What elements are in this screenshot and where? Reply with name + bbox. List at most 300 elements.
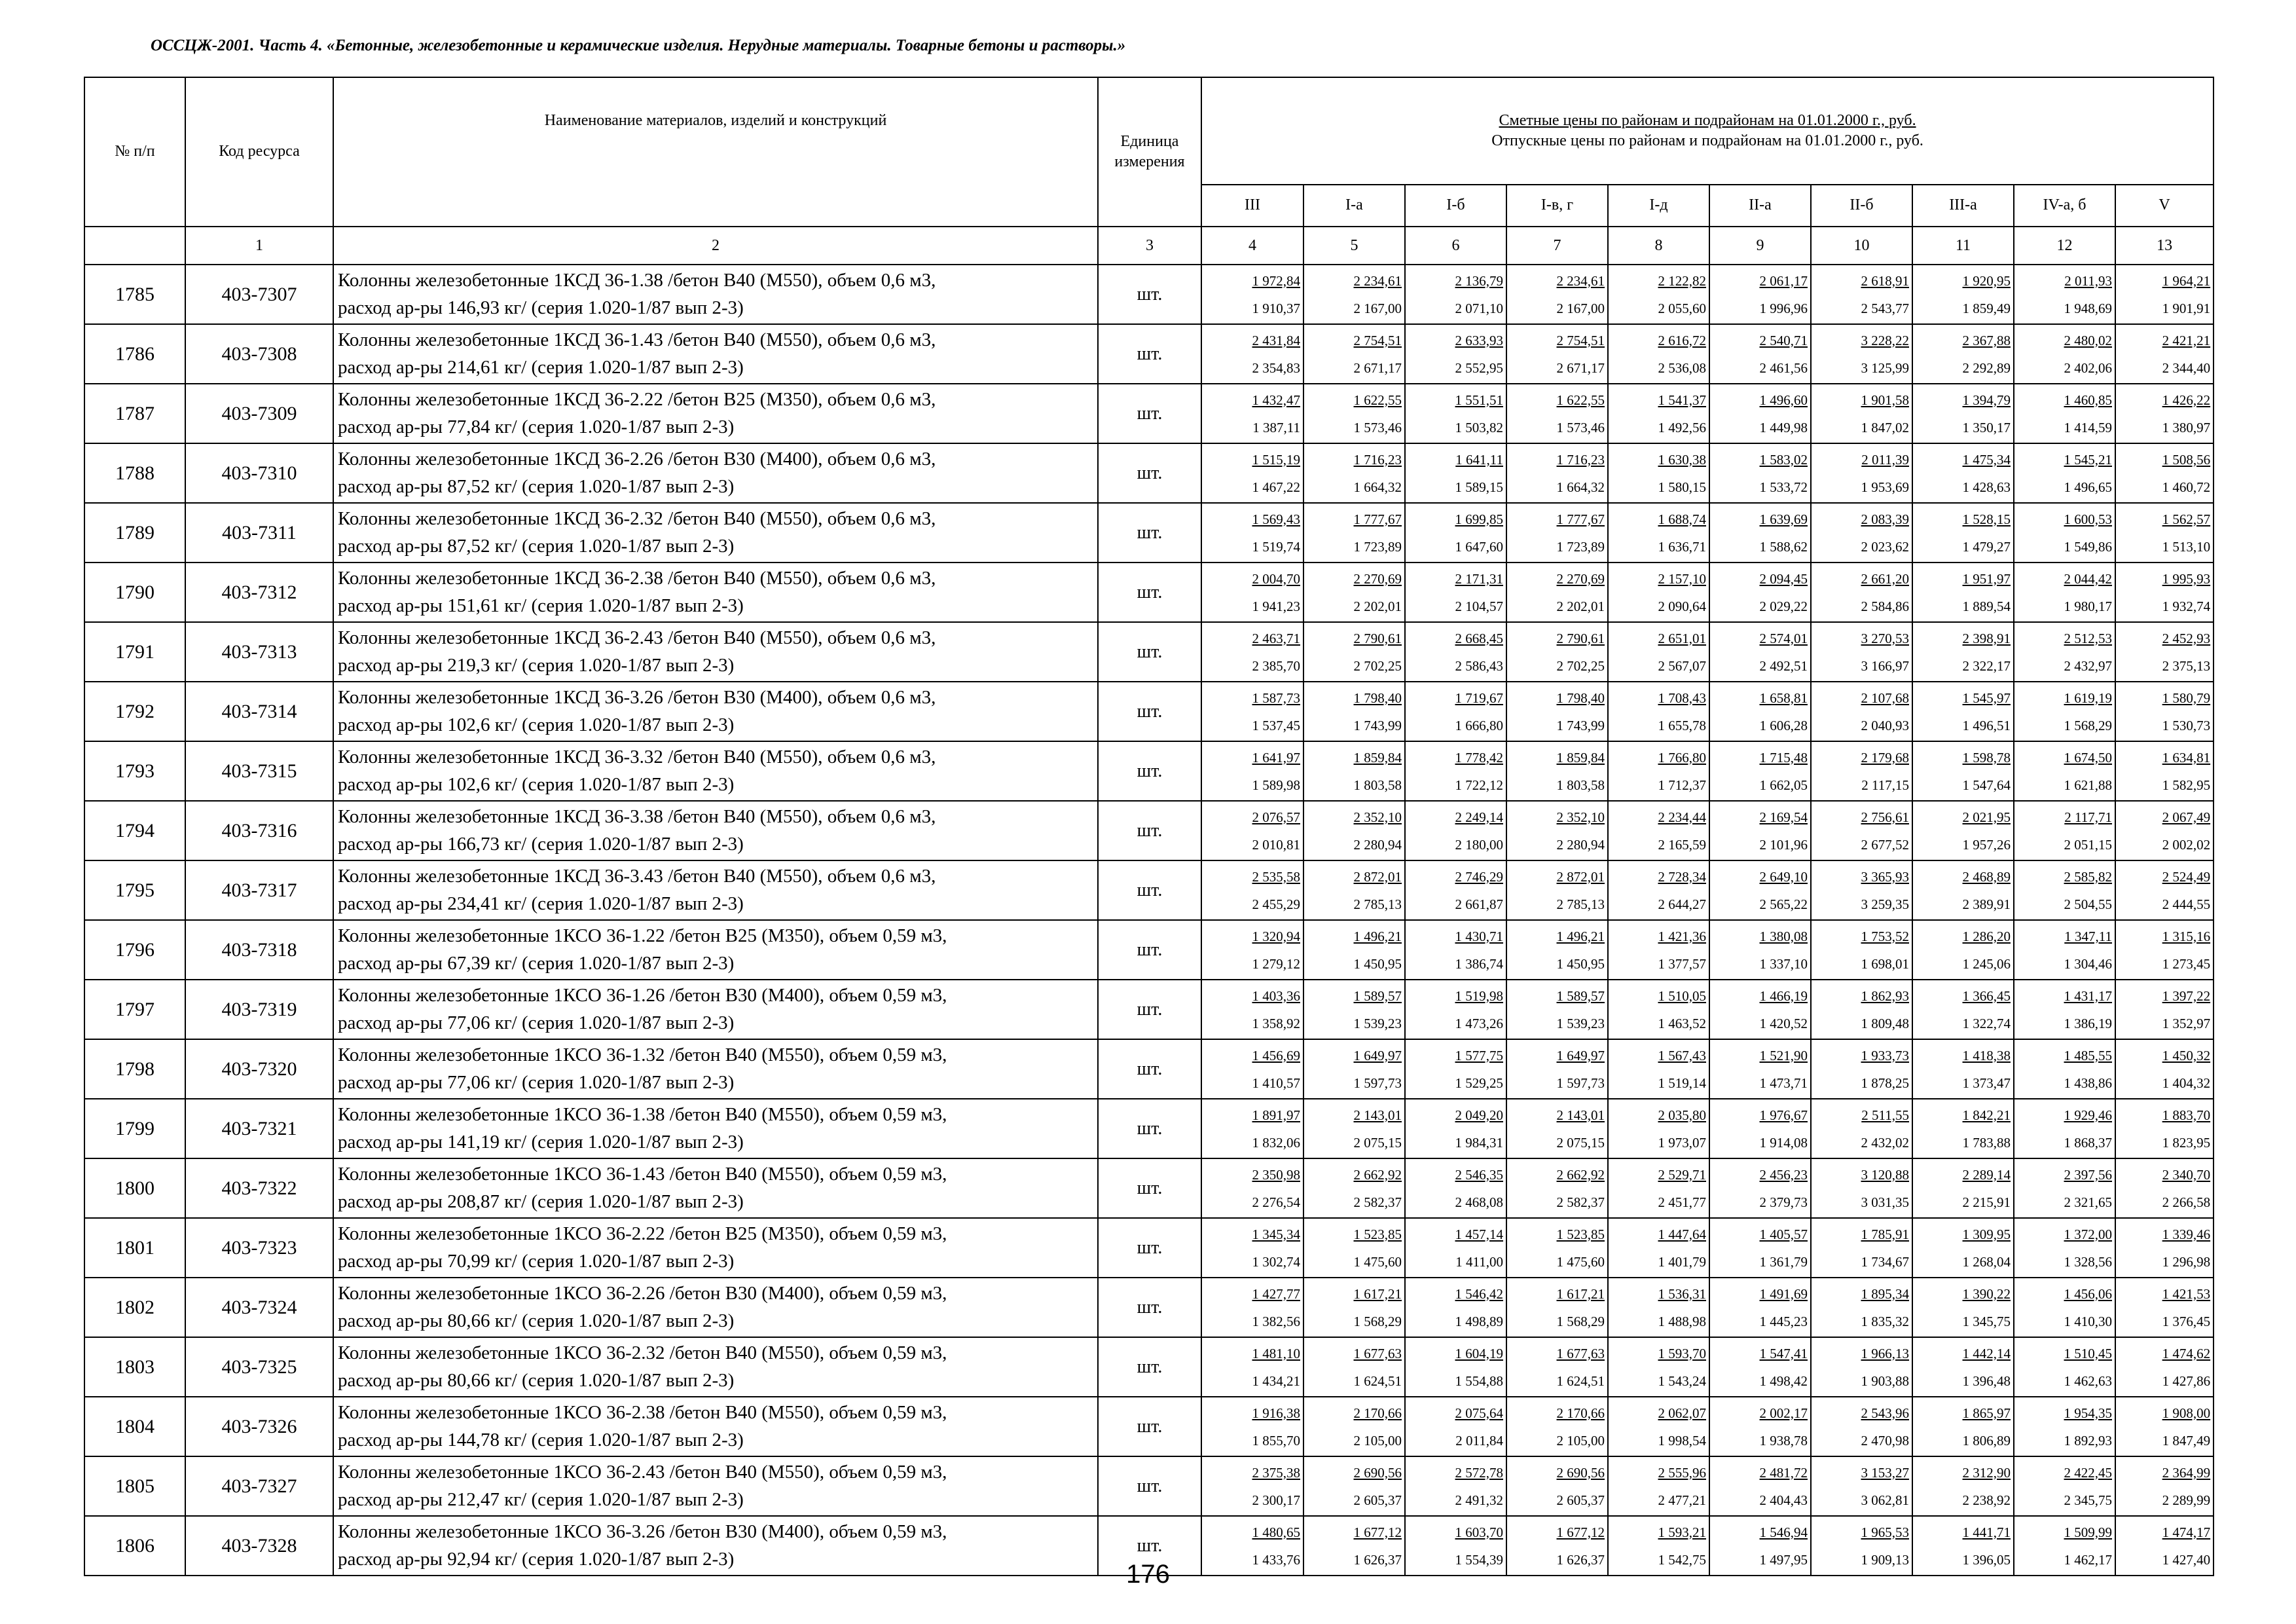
col-header-unit: Единица измерения [1098, 77, 1201, 227]
estimate-price: 1 777,67 [1556, 511, 1605, 527]
release-price: 1 411,00 [1455, 1253, 1503, 1270]
resource-code: 403-7322 [185, 1158, 333, 1218]
price-cell [1201, 443, 1303, 503]
resource-code: 403-7317 [185, 860, 333, 920]
release-price: 1 554,39 [1455, 1551, 1503, 1568]
price-cell [1608, 265, 1709, 324]
estimate-price: 2 746,29 [1455, 868, 1503, 885]
release-price: 3 166,97 [1861, 657, 1909, 674]
item-name-line2: расход ар-ры 87,52 кг/ (серия 1.020-1/87 вып 2-3) [338, 475, 735, 497]
estimate-price: 2 421,21 [2162, 332, 2211, 348]
estimate-price: 1 995,93 [2162, 570, 2211, 587]
estimate-price: 2 790,61 [1556, 630, 1605, 646]
price-cell [2014, 1039, 2115, 1099]
region-header: III [1201, 185, 1303, 227]
price-cell [1405, 384, 1506, 443]
estimate-price: 1 545,21 [2064, 451, 2112, 468]
table-row [84, 980, 2214, 1039]
price-cell [1811, 324, 1912, 384]
price-cell [2014, 980, 2115, 1039]
price-cell [1608, 1278, 1709, 1337]
estimate-price: 1 580,79 [2162, 690, 2211, 706]
price-cell [1608, 920, 1709, 980]
release-price: 2 491,32 [1455, 1492, 1503, 1508]
price-cell [1201, 860, 1303, 920]
column-number: 7 [1506, 227, 1608, 265]
item-name-line2: расход ар-ры 102,6 кг/ (серия 1.020-1/87 вып 2-3) [338, 714, 735, 735]
table-row [84, 1337, 2214, 1397]
price-cell [1912, 503, 2014, 563]
estimate-price: 1 600,53 [2064, 511, 2112, 527]
price-cell [1912, 1278, 2014, 1337]
unit: шт. [1098, 1456, 1201, 1516]
estimate-price: 2 270,69 [1556, 570, 1605, 587]
row-number: 1787 [84, 384, 185, 443]
estimate-price: 1 320,94 [1252, 928, 1300, 944]
row-number: 1792 [84, 682, 185, 741]
row-number: 1798 [84, 1039, 185, 1099]
estimate-price: 1 583,02 [1759, 451, 1808, 468]
price-cell [1608, 801, 1709, 860]
unit: шт. [1098, 1218, 1201, 1278]
release-price: 1 539,23 [1353, 1015, 1402, 1031]
item-name-line2: расход ар-ры 67,39 кг/ (серия 1.020-1/87 вып 2-3) [338, 952, 735, 974]
estimate-price: 1 421,36 [1658, 928, 1706, 944]
item-name-line2: расход ар-ры 234,41 кг/ (серия 1.020-1/87 вып 2-3) [338, 893, 744, 914]
release-price: 1 823,95 [2162, 1134, 2211, 1151]
release-price: 2 023,62 [1861, 538, 1909, 555]
item-name-line2: расход ар-ры 212,47 кг/ (серия 1.020-1/87 вып 2-3) [338, 1488, 744, 1510]
estimate-price: 1 418,38 [1962, 1047, 2011, 1063]
release-price: 2 322,17 [1962, 657, 2011, 674]
unit: шт. [1098, 741, 1201, 801]
release-price: 1 589,15 [1455, 479, 1503, 495]
item-name [333, 980, 1098, 1039]
price-cell [2115, 1397, 2214, 1456]
estimate-price: 2 075,64 [1455, 1405, 1503, 1421]
estimate-price: 2 662,92 [1353, 1166, 1402, 1183]
price-cell [1506, 1278, 1608, 1337]
estimate-price: 1 421,53 [2162, 1285, 2211, 1302]
release-price: 3 259,35 [1861, 896, 1909, 912]
release-price: 1 445,23 [1759, 1313, 1808, 1329]
column-number: 11 [1912, 227, 2014, 265]
estimate-price: 1 390,22 [1962, 1285, 2011, 1302]
estimate-price: 2 011,93 [2064, 272, 2112, 289]
estimate-price: 1 677,12 [1353, 1524, 1402, 1540]
estimate-price: 2 249,14 [1455, 809, 1503, 825]
price-cell [1811, 1456, 1912, 1516]
release-price: 1 806,89 [1962, 1432, 2011, 1449]
estimate-price: 1 496,21 [1353, 928, 1402, 944]
table-row [84, 1397, 2214, 1456]
item-name-line1: Колонны железобетонные 1КСО 36-1.38 /бетон В40 (М550), объем 0,59 м3, [338, 1104, 947, 1126]
estimate-price: 2 756,61 [1861, 809, 1909, 825]
price-cell [1912, 563, 2014, 622]
estimate-price: 1 895,34 [1861, 1285, 1909, 1302]
price-cell [1506, 384, 1608, 443]
price-cell [1303, 741, 1405, 801]
release-price: 2 105,00 [1353, 1432, 1402, 1449]
estimate-price: 2 397,56 [2064, 1166, 2112, 1183]
estimate-price: 1 778,42 [1455, 749, 1503, 766]
price-cell [2115, 1278, 2214, 1337]
release-price: 1 998,54 [1658, 1432, 1706, 1449]
release-price: 1 626,37 [1353, 1551, 1402, 1568]
estimate-price: 1 347,11 [2064, 928, 2112, 944]
resource-code: 403-7318 [185, 920, 333, 980]
item-name [333, 920, 1098, 980]
table-row [84, 1278, 2214, 1337]
release-price: 2 661,87 [1455, 896, 1503, 912]
estimate-price: 2 728,34 [1658, 868, 1706, 885]
item-name-line1: Колонны железобетонные 1КСО 36-3.26 /бетон В30 (М400), объем 0,59 м3, [338, 1521, 947, 1543]
item-name-line1: Колонны железобетонные 1КСД 36-1.38 /бетон В40 (М550), объем 0,6 м3, [338, 270, 936, 291]
price-cell [1709, 1337, 1811, 1397]
estimate-price: 2 633,93 [1455, 332, 1503, 348]
estimate-price: 1 589,57 [1556, 987, 1605, 1004]
estimate-price: 2 107,68 [1861, 690, 1909, 706]
estimate-price: 1 372,00 [2064, 1226, 2112, 1242]
price-cell [1201, 622, 1303, 682]
release-price: 2 702,25 [1556, 657, 1605, 674]
price-cell [1303, 682, 1405, 741]
release-price: 2 702,25 [1353, 657, 1402, 674]
table-row [84, 801, 2214, 860]
release-price: 2 385,70 [1252, 657, 1300, 674]
price-cell [1912, 741, 2014, 801]
price-cell [1303, 622, 1405, 682]
price-cell [1506, 1158, 1608, 1218]
estimate-price: 1 521,90 [1759, 1047, 1808, 1063]
item-name-line1: Колонны железобетонные 1КСД 36-3.32 /бетон В40 (М550), объем 0,6 м3, [338, 747, 936, 768]
estimate-price: 1 541,37 [1658, 392, 1706, 408]
release-price: 1 554,88 [1455, 1373, 1503, 1389]
price-cell [1201, 801, 1303, 860]
item-name-line1: Колонны железобетонные 1КСД 36-3.38 /бетон В40 (М550), объем 0,6 м3, [338, 806, 936, 828]
price-cell [1912, 920, 2014, 980]
estimate-price: 1 431,17 [2064, 987, 2112, 1004]
price-cell [1405, 1278, 1506, 1337]
price-cell [1811, 622, 1912, 682]
resource-code: 403-7325 [185, 1337, 333, 1397]
price-cell [1608, 1218, 1709, 1278]
price-cell [1709, 324, 1811, 384]
release-price: 2 785,13 [1353, 896, 1402, 912]
price-cell [2014, 443, 2115, 503]
release-price: 1 358,92 [1252, 1015, 1300, 1031]
estimate-price: 2 543,96 [1861, 1405, 1909, 1421]
estimate-price: 2 004,70 [1252, 570, 1300, 587]
estimate-price: 2 456,23 [1759, 1166, 1808, 1183]
region-header: III-а [1912, 185, 2014, 227]
unit: шт. [1098, 324, 1201, 384]
release-price: 1 662,05 [1759, 777, 1808, 793]
estimate-price: 2 754,51 [1556, 332, 1605, 348]
resource-code: 403-7321 [185, 1099, 333, 1158]
price-cell [2115, 1039, 2214, 1099]
price-cell [1506, 622, 1608, 682]
release-price: 1 296,98 [2162, 1253, 2211, 1270]
estimate-price: 1 474,17 [2162, 1524, 2211, 1540]
estimate-price: 2 572,78 [1455, 1464, 1503, 1481]
price-cell [1608, 682, 1709, 741]
unit: шт. [1098, 1516, 1201, 1576]
release-price: 1 624,51 [1556, 1373, 1605, 1389]
price-cell [1506, 324, 1608, 384]
unit: шт. [1098, 980, 1201, 1039]
estimate-price: 1 715,48 [1759, 749, 1808, 766]
release-price: 2 075,15 [1556, 1134, 1605, 1151]
unit: шт. [1098, 1397, 1201, 1456]
estimate-price: 2 035,80 [1658, 1107, 1706, 1123]
price-cell [2115, 324, 2214, 384]
item-name-line2: расход ар-ры 141,19 кг/ (серия 1.020-1/87 вып 2-3) [338, 1131, 744, 1153]
price-cell [1912, 1397, 2014, 1456]
item-name [333, 1039, 1098, 1099]
estimate-price: 1 972,84 [1252, 272, 1300, 289]
release-price: 1 698,01 [1861, 955, 1909, 972]
item-name-line2: расход ар-ры 87,52 кг/ (серия 1.020-1/87 вып 2-3) [338, 535, 735, 557]
item-name-line2: расход ар-ры 219,3 кг/ (серия 1.020-1/87 вып 2-3) [338, 654, 735, 676]
estimate-price: 2 585,82 [2064, 868, 2112, 885]
release-price: 1 803,58 [1556, 777, 1605, 793]
release-price: 2 180,00 [1455, 836, 1503, 853]
release-price: 1 473,71 [1759, 1075, 1808, 1091]
price-cell [1303, 384, 1405, 443]
release-price: 1 712,37 [1658, 777, 1706, 793]
release-price: 1 666,80 [1455, 717, 1503, 733]
price-cell [1912, 1218, 2014, 1278]
estimate-price: 1 688,74 [1658, 511, 1706, 527]
estimate-price: 1 658,81 [1759, 690, 1808, 706]
row-number: 1786 [84, 324, 185, 384]
column-number: 4 [1201, 227, 1303, 265]
item-name [333, 443, 1098, 503]
estimate-price: 1 649,97 [1556, 1047, 1605, 1063]
item-name-line2: расход ар-ры 146,93 кг/ (серия 1.020-1/87 вып 2-3) [338, 297, 744, 318]
price-cell [1201, 741, 1303, 801]
release-price: 1 973,07 [1658, 1134, 1706, 1151]
table-row [84, 860, 2214, 920]
estimate-price: 3 228,22 [1861, 332, 1909, 348]
release-price: 1 859,49 [1962, 300, 2011, 316]
estimate-price: 2 143,01 [1556, 1107, 1605, 1123]
release-price: 1 473,26 [1455, 1015, 1503, 1031]
estimate-price: 1 862,93 [1861, 987, 1909, 1004]
estimate-price: 2 136,79 [1455, 272, 1503, 289]
item-name-line1: Колонны железобетонные 1КСО 36-2.32 /бетон В40 (М550), объем 0,59 м3, [338, 1342, 947, 1364]
release-price: 1 302,74 [1252, 1253, 1300, 1270]
price-cell [1201, 384, 1303, 443]
price-cell [1709, 1218, 1811, 1278]
release-price: 2 586,43 [1455, 657, 1503, 674]
price-cell [2115, 920, 2214, 980]
release-price: 2 117,15 [1861, 777, 1909, 793]
estimate-price: 2 511,55 [1861, 1107, 1909, 1123]
price-cell [2115, 622, 2214, 682]
price-cell [2115, 265, 2214, 324]
resource-code: 403-7327 [185, 1456, 333, 1516]
release-price: 1 909,13 [1861, 1551, 1909, 1568]
resource-code: 403-7312 [185, 563, 333, 622]
price-cell [1201, 265, 1303, 324]
price-cell [1303, 1099, 1405, 1158]
estimate-price: 1 708,43 [1658, 690, 1706, 706]
column-number: 10 [1811, 227, 1912, 265]
release-price: 2 584,86 [1861, 598, 1909, 614]
release-price: 1 498,89 [1455, 1313, 1503, 1329]
estimate-price: 2 618,91 [1861, 272, 1909, 289]
estimate-price: 2 083,39 [1861, 511, 1909, 527]
release-price: 2 002,02 [2162, 836, 2211, 853]
release-price: 1 948,69 [2064, 300, 2112, 316]
release-price: 1 279,12 [1252, 955, 1300, 972]
item-name-line2: расход ар-ры 77,06 кг/ (серия 1.020-1/87 вып 2-3) [338, 1012, 735, 1033]
price-cell [1405, 324, 1506, 384]
unit: шт. [1098, 860, 1201, 920]
estimate-price: 1 547,41 [1759, 1345, 1808, 1361]
estimate-price: 2 143,01 [1353, 1107, 1402, 1123]
estimate-price: 1 394,79 [1962, 392, 2011, 408]
unit: шт. [1098, 1278, 1201, 1337]
estimate-price: 1 403,36 [1252, 987, 1300, 1004]
release-price: 1 847,49 [2162, 1432, 2211, 1449]
release-price: 2 671,17 [1353, 360, 1402, 376]
item-name-line1: Колонны железобетонные 1КСД 36-2.38 /бетон В40 (М550), объем 0,6 м3, [338, 568, 936, 589]
release-price: 1 803,58 [1353, 777, 1402, 793]
release-price: 1 496,51 [1962, 717, 2011, 733]
release-price: 2 536,08 [1658, 360, 1706, 376]
estimate-price: 2 468,89 [1962, 868, 2011, 885]
release-price: 2 404,43 [1759, 1492, 1808, 1508]
price-cell [1608, 563, 1709, 622]
release-price: 1 386,19 [2064, 1015, 2112, 1031]
estimate-price: 1 753,52 [1861, 928, 1909, 944]
item-name [333, 563, 1098, 622]
unit: шт. [1098, 1039, 1201, 1099]
resource-code: 403-7320 [185, 1039, 333, 1099]
release-price: 1 373,47 [1962, 1075, 2011, 1091]
price-cell [2014, 384, 2115, 443]
price-cell [2014, 1218, 2115, 1278]
estimate-price: 1 508,56 [2162, 451, 2211, 468]
release-price: 2 321,65 [2064, 1194, 2112, 1210]
estimate-price: 2 535,58 [1252, 868, 1300, 885]
price-cell [1811, 682, 1912, 741]
estimate-price: 2 179,68 [1861, 749, 1909, 766]
unit: шт. [1098, 563, 1201, 622]
estimate-price: 2 616,72 [1658, 332, 1706, 348]
price-cell [1912, 622, 2014, 682]
document-header: ОССЦЖ-2001. Часть 4. «Бетонные, железобетонные и керамические изделия. Нерудные материалы. Товарные бетоны и растворы.» [151, 37, 1126, 54]
release-price: 2 644,27 [1658, 896, 1706, 912]
estimate-price: 1 496,60 [1759, 392, 1808, 408]
price-cell [1608, 1158, 1709, 1218]
row-number: 1800 [84, 1158, 185, 1218]
row-number: 1804 [84, 1397, 185, 1456]
row-number: 1801 [84, 1218, 185, 1278]
price-cell [1811, 920, 1912, 980]
release-price: 1 588,62 [1759, 538, 1808, 555]
estimate-price: 2 094,45 [1759, 570, 1808, 587]
release-price: 1 568,29 [1353, 1313, 1402, 1329]
unit: шт. [1098, 443, 1201, 503]
release-price: 1 380,97 [2162, 419, 2211, 435]
price-cell [2115, 1456, 2214, 1516]
price-cell [1303, 443, 1405, 503]
release-price: 2 104,57 [1455, 598, 1503, 614]
price-cell [1303, 1039, 1405, 1099]
resource-code: 403-7324 [185, 1278, 333, 1337]
region-header: I-а [1303, 185, 1405, 227]
price-cell [1811, 563, 1912, 622]
price-cell [1912, 384, 2014, 443]
release-price: 2 605,37 [1353, 1492, 1402, 1508]
estimate-price: 1 641,97 [1252, 749, 1300, 766]
table-row [84, 384, 2214, 443]
release-price: 1 245,06 [1962, 955, 2011, 972]
item-name-line1: Колонны железобетонные 1КСО 36-1.32 /бетон В40 (М550), объем 0,59 м3, [338, 1044, 947, 1066]
release-price: 1 273,45 [2162, 955, 2211, 972]
estimate-price: 1 315,16 [2162, 928, 2211, 944]
price-cell [1405, 980, 1506, 1039]
price-cell [2014, 1099, 2115, 1158]
estimate-price: 2 398,91 [1962, 630, 2011, 646]
estimate-price: 2 367,88 [1962, 332, 2011, 348]
estimate-price: 1 587,73 [1252, 690, 1300, 706]
row-number: 1797 [84, 980, 185, 1039]
price-cell [2115, 563, 2214, 622]
item-name-line1: Колонны железобетонные 1КСД 36-3.26 /бетон В30 (М400), объем 0,6 м3, [338, 687, 936, 709]
price-cell [1303, 503, 1405, 563]
resource-code: 403-7313 [185, 622, 333, 682]
estimate-price: 1 842,21 [1962, 1107, 2011, 1123]
estimate-price: 1 432,47 [1252, 392, 1300, 408]
price-cell [1811, 801, 1912, 860]
estimate-price: 1 426,22 [2162, 392, 2211, 408]
release-price: 1 626,37 [1556, 1551, 1605, 1568]
table-row [84, 1158, 2214, 1218]
estimate-price: 1 916,38 [1252, 1405, 1300, 1421]
column-number: 6 [1405, 227, 1506, 265]
release-price: 1 488,98 [1658, 1313, 1706, 1329]
release-price: 2 345,75 [2064, 1492, 2112, 1508]
item-name [333, 801, 1098, 860]
estimate-price: 1 901,58 [1861, 392, 1909, 408]
estimate-price: 1 475,34 [1962, 451, 2011, 468]
price-cell [1506, 503, 1608, 563]
estimate-price: 1 908,00 [2162, 1405, 2211, 1421]
release-price: 2 432,02 [1861, 1134, 1909, 1151]
price-table [84, 77, 2214, 1576]
estimate-price: 1 622,55 [1556, 392, 1605, 408]
resource-code: 403-7328 [185, 1516, 333, 1576]
estimate-price: 1 785,91 [1861, 1226, 1909, 1242]
release-price: 1 410,57 [1252, 1075, 1300, 1091]
price-cell [1506, 1218, 1608, 1278]
estimate-price: 1 447,64 [1658, 1226, 1706, 1242]
estimate-price: 1 859,84 [1353, 749, 1402, 766]
price-cell [1608, 1039, 1709, 1099]
estimate-price: 1 345,34 [1252, 1226, 1300, 1242]
estimate-price: 2 463,71 [1252, 630, 1300, 646]
price-cell [1303, 920, 1405, 980]
price-cell [1201, 1158, 1303, 1218]
item-name [333, 1158, 1098, 1218]
price-cell [1405, 622, 1506, 682]
release-price: 1 449,98 [1759, 419, 1808, 435]
